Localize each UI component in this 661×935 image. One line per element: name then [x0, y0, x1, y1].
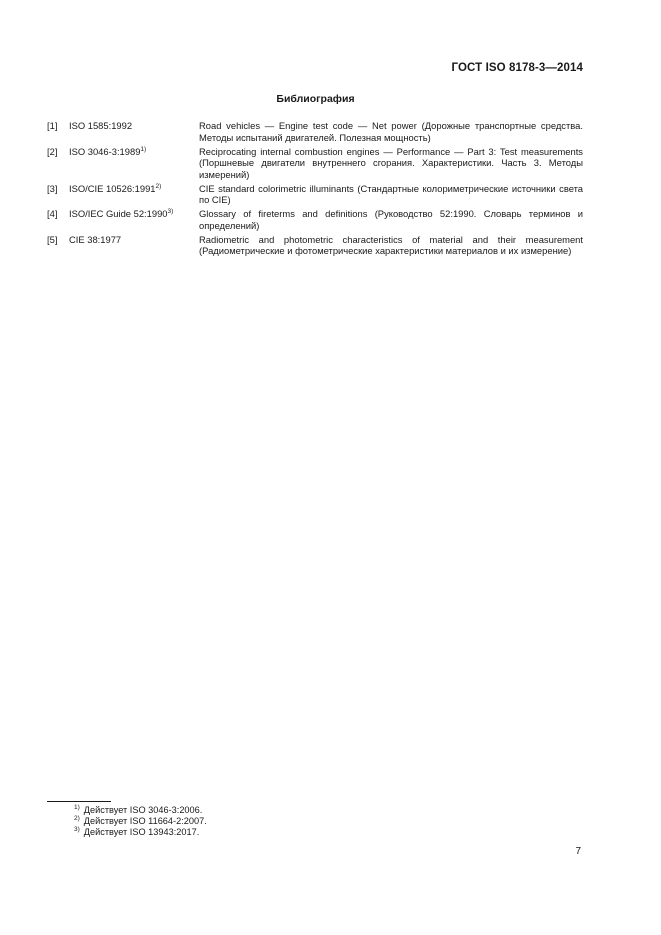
- footnote: [74, 816, 207, 827]
- bibliography-list: [47, 120, 583, 259]
- entry-footnote-mark: 2): [155, 182, 162, 190]
- entry-number: [2]: [47, 145, 58, 157]
- entry-description: Reciprocating internal combustion engines — Performance — Part 3: Test measurements (Поршневые двигатели внутреннего сгорания. Характеристики. Часть 3. Методы измерений): [199, 145, 583, 180]
- entry-standard-code: ISO/IEC Guide 52:1990$^{3)}$: [69, 208, 174, 219]
- footnote-text: Действует ISO 11664-2:2007.: [83, 816, 207, 827]
- entry-footnote-mark: 1): [140, 145, 147, 153]
- bibliography-entry: [47, 120, 583, 143]
- footnote-mark: 2): [74, 815, 80, 823]
- footnote-mark: 1): [74, 804, 80, 811]
- entry-standard-code: ISO 3046-3:1989$^{1)}$: [69, 145, 147, 157]
- entry-standard-code: ISO/CIE 10526:1991$^{2)}$: [69, 182, 162, 194]
- entry-description: Radiometric and photometric characteristics of material and their measurement (Радиометрические и фотометрические характеристики материалов и их измерение): [199, 233, 583, 256]
- page-number: 7: [575, 846, 581, 857]
- footnote-separator: [47, 801, 111, 802]
- page-title: Библиография: [276, 93, 355, 105]
- entry-description: Road vehicles — Engine test code — Net power (Дорожные транспортные средства. Методы испытаний двигателей. Полезная мощность): [199, 120, 583, 143]
- footnote: [74, 805, 207, 816]
- entry-number: [5]: [47, 233, 58, 245]
- bibliography-entry: [47, 208, 583, 231]
- footnote-mark: 3): [74, 826, 80, 834]
- bibliography-entry: [47, 234, 583, 257]
- footnote: [74, 827, 207, 838]
- entry-footnote-mark: 3): [167, 208, 174, 215]
- footnote-text: Действует ISO 3046-3:2006.: [83, 805, 203, 815]
- entry-standard-code: CIE 38:1977: [69, 233, 122, 245]
- entry-number: [4]: [47, 208, 58, 219]
- entry-number: [3]: [47, 182, 58, 194]
- entry-standard-code: ISO 1585:1992: [69, 120, 133, 131]
- document-code-header: ГОСТ ISO 8178-3—2014: [451, 62, 583, 74]
- footnotes: [74, 805, 207, 839]
- entry-description: CIE standard colorimetric illuminants (Стандартные колориметрические источники света по CIE): [199, 182, 583, 205]
- bibliography-entry: [47, 183, 583, 206]
- entry-description: Glossary of fireterms and definitions (Руководство 52:1990. Словарь терминов и определений): [199, 208, 583, 231]
- entry-number: [1]: [47, 120, 58, 131]
- footnote-text: Действует ISO 13943:2017.: [83, 827, 200, 838]
- bibliography-entry: [47, 146, 583, 181]
